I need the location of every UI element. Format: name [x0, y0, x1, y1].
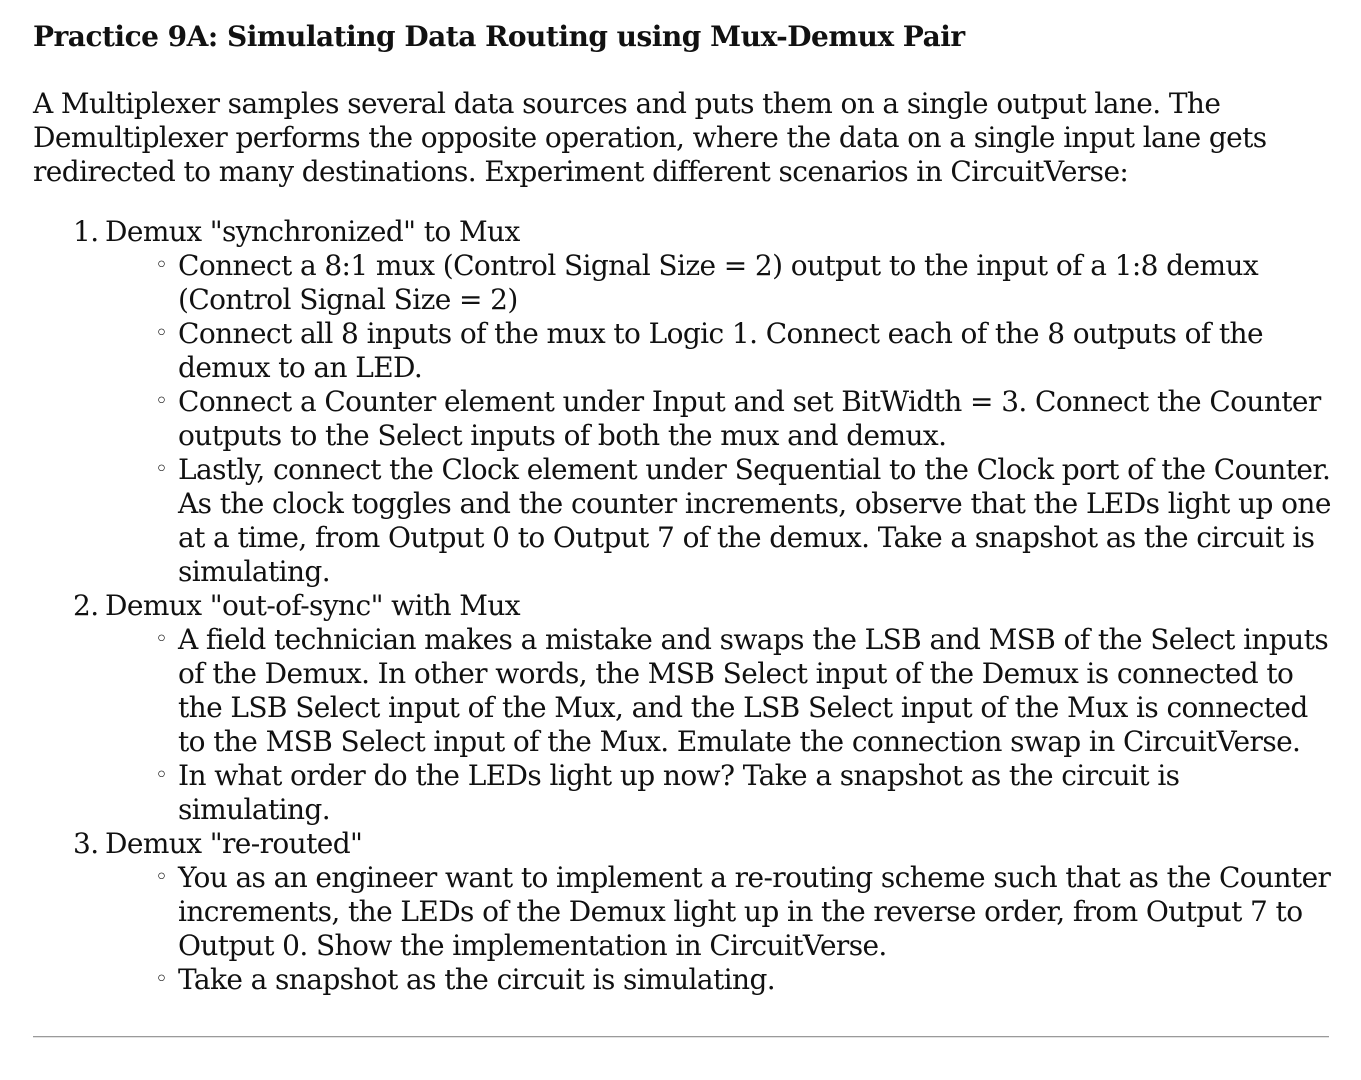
- step-heading: Demux "re-routed": [105, 827, 363, 860]
- sub-item: [105, 963, 1333, 997]
- step-number: 3.: [73, 827, 99, 860]
- step-item: [33, 215, 1333, 589]
- bullet-icon: ◦: [155, 321, 168, 346]
- sub-item-text: Connect all 8 inputs of the mux to Logic 1. Connect each of the 8 outputs of the demux to an LED.: [178, 317, 1263, 384]
- step-heading: Demux "synchronized" to Mux: [105, 215, 520, 248]
- sub-item-text: A field technician makes a mistake and swaps the LSB and MSB of the Select inputs of the Demux. In other words, the MSB Select input of the Demux is connected to the LSB Select input of the Mux, and the LSB Select input of the Mux is connected to the MSB Select input of the Mux. Emulate the connection swap in CircuitVerse.: [178, 623, 1329, 758]
- sub-item-text: Lastly, connect the Clock element under Sequential to the Clock port of the Counter. As the clock toggles and the counter increments, observe that the LEDs light up one at a time, from Output 0 to Output 7 of the demux. Take a snapshot as the circuit is simulating.: [178, 453, 1331, 588]
- sub-item: [105, 453, 1333, 589]
- step-number: 2.: [73, 589, 99, 622]
- sub-item: [105, 623, 1333, 759]
- document-body: [33, 14, 1333, 997]
- horizontal-rule: [33, 1036, 1329, 1038]
- bullet-icon: ◦: [155, 389, 168, 414]
- bullet-icon: ◦: [155, 865, 168, 890]
- step-item: [33, 589, 1333, 827]
- sub-item: [105, 861, 1333, 963]
- step-sub-list: [105, 623, 1333, 827]
- sub-item-text: Take a snapshot as the circuit is simulating.: [178, 963, 776, 996]
- sub-item: [105, 385, 1333, 453]
- bullet-icon: ◦: [155, 627, 168, 652]
- bullet-icon: ◦: [155, 967, 168, 992]
- bullet-icon: ◦: [155, 253, 168, 278]
- sub-item: [105, 317, 1333, 385]
- intro-paragraph: A Multiplexer samples several data sources and puts them on a single output lane. The Demultiplexer performs the opposite operation, where the data on a single input lane gets redirected to many destinations. Experiment different scenarios in CircuitVerse:: [33, 87, 1267, 188]
- bullet-icon: ◦: [155, 457, 168, 482]
- sub-item-text: You as an engineer want to implement a re-routing scheme such that as the Counter increments, the LEDs of the Demux light up in the reverse order, from Output 7 to Output 0. Show the implementation in CircuitVerse.: [178, 861, 1331, 962]
- page-title: Practice 9A: Simulating Data Routing using Mux-Demux Pair: [33, 20, 965, 53]
- sub-item-text: Connect a 8:1 mux (Control Signal Size = 2) output to the input of a 1:8 demux (Control Signal Size = 2): [178, 249, 1259, 316]
- step-number: 1.: [73, 215, 99, 248]
- sub-item-text: Connect a Counter element under Input and set BitWidth = 3. Connect the Counter outputs to the Select inputs of both the mux and demux.: [178, 385, 1321, 452]
- step-sub-list: [105, 861, 1333, 997]
- bullet-icon: ◦: [155, 763, 168, 788]
- sub-item: [105, 759, 1333, 827]
- sub-item: [105, 249, 1333, 317]
- step-sub-list: [105, 249, 1333, 589]
- sub-item-text: In what order do the LEDs light up now? Take a snapshot as the circuit is simulating.: [178, 759, 1180, 826]
- step-item: [33, 827, 1333, 997]
- step-heading: Demux "out-of-sync" with Mux: [105, 589, 520, 622]
- steps-list: [33, 215, 1333, 997]
